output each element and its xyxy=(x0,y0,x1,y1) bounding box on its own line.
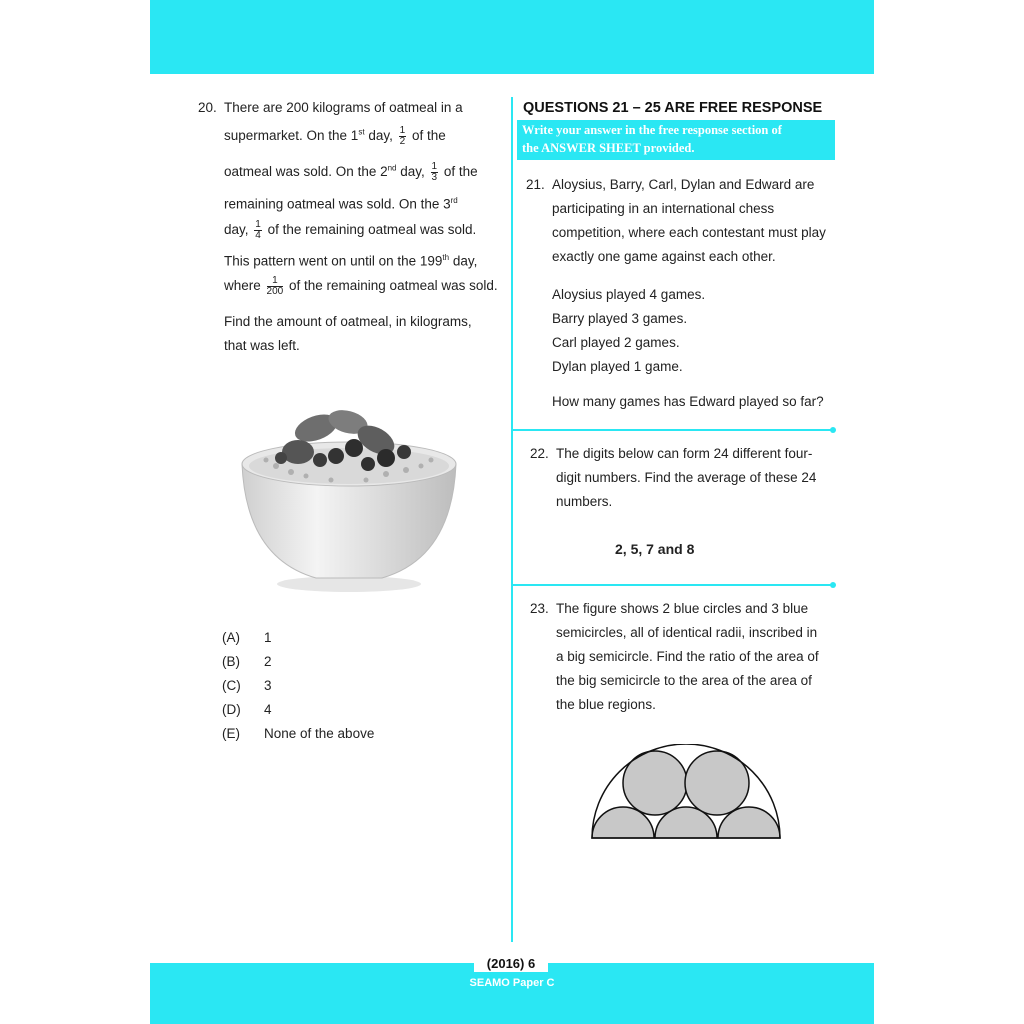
q20-number: 20. xyxy=(198,100,217,115)
q21-fact: Dylan played 1 game. xyxy=(552,359,683,374)
free-response-header xyxy=(517,98,835,160)
q20-line: oatmeal was sold. On the 2nd day, $\frac{1}{3}$ of the xyxy=(224,161,478,183)
q22-line: The digits below can form 24 different four- xyxy=(556,446,813,461)
q23-line: a big semicircle. Find the ratio of the area of xyxy=(556,649,819,664)
q21-line: participating in an international chess xyxy=(552,201,775,216)
q21-line: competition, where each contestant must play xyxy=(552,225,826,240)
q21-line: exactly one game against each other. xyxy=(552,249,776,264)
q21-number: 21. xyxy=(526,177,545,192)
q21-fact: Aloysius played 4 games. xyxy=(552,287,706,302)
section-divider xyxy=(513,584,833,586)
column-divider xyxy=(511,97,513,942)
q22-line: numbers. xyxy=(556,494,613,509)
q22-digits: 2, 5, 7 and 8 xyxy=(615,541,695,557)
q21-question: How many games has Edward played so far? xyxy=(552,394,824,409)
q23-line: semicircles, all of identical radii, inscribed in xyxy=(556,625,818,640)
q22-number: 22. xyxy=(530,446,549,461)
fraction-one-half: $\frac{1}{2}$ xyxy=(399,125,406,147)
q23-line: the big semicircle to the area of the area of xyxy=(556,673,812,688)
q20-line: that was left. xyxy=(224,338,300,353)
fraction-one-third: $\frac{1}{3}$ xyxy=(431,161,438,183)
header-band xyxy=(150,0,874,74)
fraction-one-200: $\frac{1}{200}$ xyxy=(266,275,284,297)
q21-line: Aloysius, Barry, Carl, Dylan and Edward are xyxy=(552,177,815,192)
fraction-one-quarter: $\frac{1}{4}$ xyxy=(255,219,261,241)
free-response-title: QUESTIONS 21 – 25 ARE FREE RESPONSE xyxy=(523,100,823,116)
q20-line: Find the amount of oatmeal, in kilograms, xyxy=(224,314,472,329)
q20-line: remaining oatmeal was sold. On the 3rd xyxy=(224,196,458,212)
q21-fact: Barry played 3 games. xyxy=(552,311,688,326)
q21-fact: Carl played 2 games. xyxy=(552,335,680,350)
semicircle-figure xyxy=(586,744,786,844)
q23-line: The figure shows 2 blue circles and 3 blue xyxy=(556,601,809,616)
q20-line: supermarket. On the 1st day, $\frac{1}{2}$ of the xyxy=(224,125,446,147)
q20-line: where $\frac{1}{200}$ of the remaining oatmeal was sold. xyxy=(224,275,498,297)
q23-number: 23. xyxy=(530,601,549,616)
section-divider xyxy=(513,429,833,431)
paper-label: SEAMO Paper C xyxy=(469,977,555,989)
q20-line: This pattern went on until on the 199th day, xyxy=(224,253,478,269)
page-number: (2016) 6 xyxy=(474,955,548,972)
q23-line: the blue regions. xyxy=(556,697,656,712)
q20-line: day, $\frac{1}{4}$ of the remaining oatmeal was sold. xyxy=(224,219,477,241)
q22-line: digit numbers. Find the average of these 24 xyxy=(556,470,817,485)
oatmeal-bowl-image xyxy=(236,408,462,598)
q20-line: There are 200 kilograms of oatmeal in a xyxy=(224,100,463,115)
footer-band xyxy=(150,963,874,1024)
free-response-note: Write your answer in the free response section of the ANSWER SHEET provided. xyxy=(517,120,835,160)
